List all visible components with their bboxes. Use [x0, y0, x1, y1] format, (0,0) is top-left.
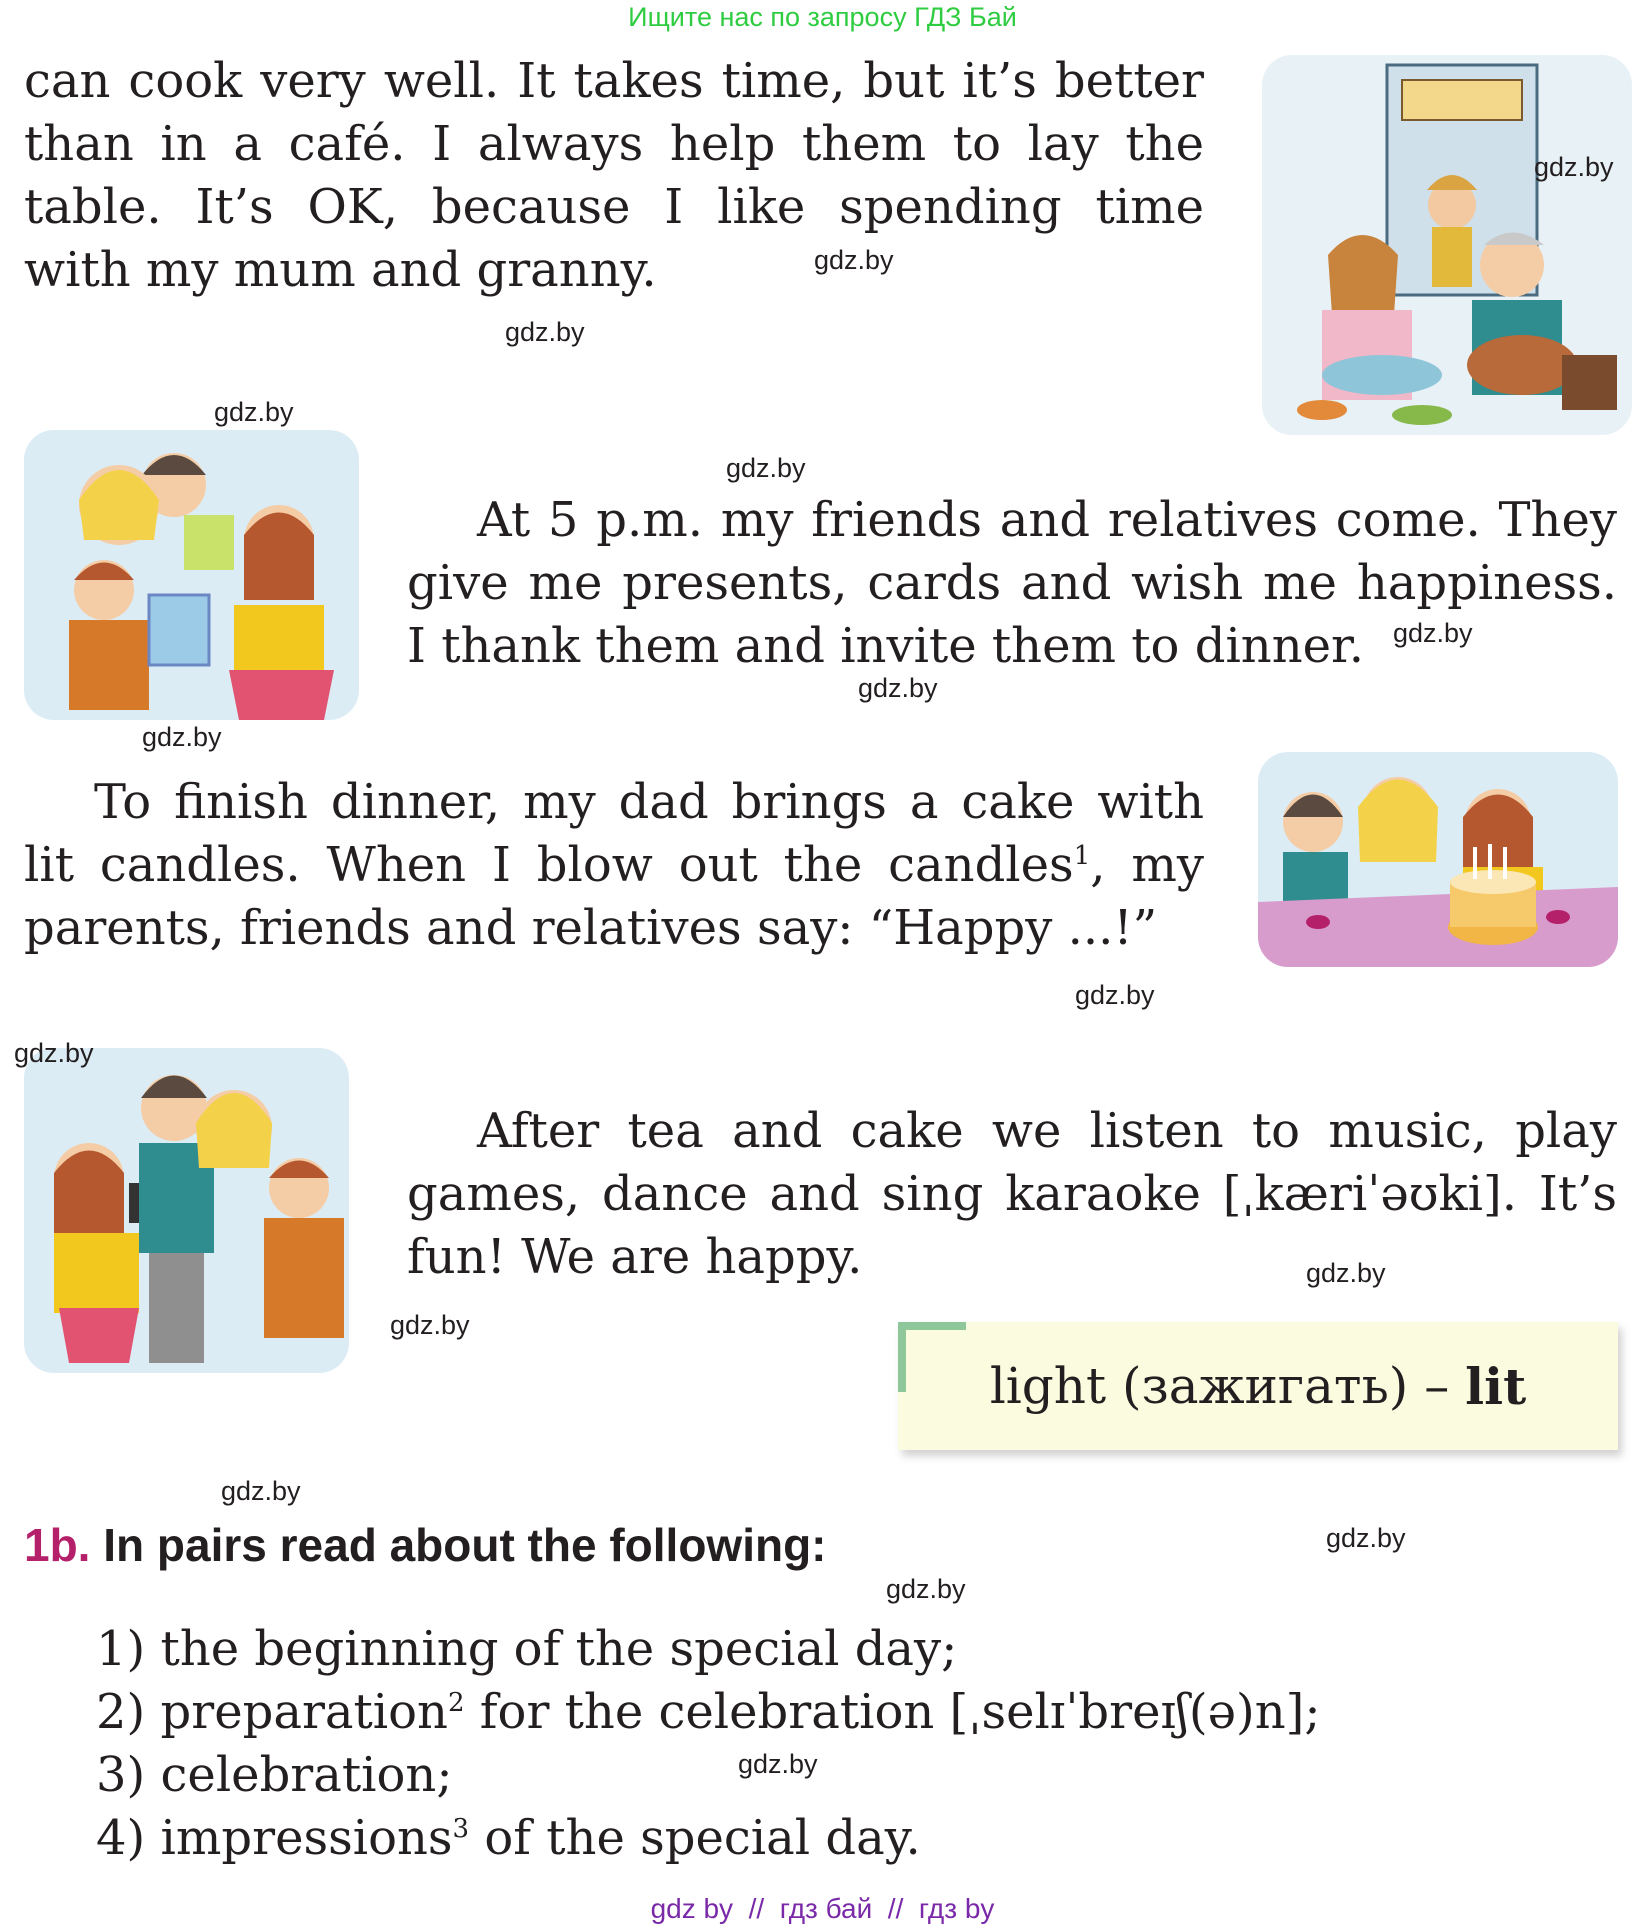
footer-links[interactable]: gdz by // гдз бай // гдз by [650, 1893, 995, 1924]
text-line: At 5 p.m. my friends and relatives come. They [477, 492, 1617, 548]
watermark: gdz.by [505, 317, 585, 347]
watermark: gdz.by [1075, 980, 1155, 1010]
list-item-text: 2) preparation [96, 1684, 448, 1740]
watermark: gdz.by [1393, 618, 1473, 648]
paragraph-party [407, 1100, 1617, 1289]
list-item [96, 1744, 1321, 1807]
footnote-marker: 2 [447, 1688, 465, 1718]
watermark: gdz.by [221, 1476, 301, 1506]
list-item-text: for the celebration [ˌselɪˈbreɪʃ(ə)n]; [464, 1684, 1321, 1740]
karaoke-illustration [24, 1048, 349, 1373]
watermark: gdz.by [1534, 152, 1614, 182]
footnote-marker: 1 [1073, 841, 1091, 871]
watermark: gdz.by [142, 722, 222, 752]
watermark: gdz.by [886, 1574, 966, 1604]
presents-illustration [24, 430, 359, 720]
text-fragment: , my [1090, 837, 1204, 893]
text-line: table. It’s OK, because I like spending time [24, 179, 1204, 235]
text-line: give me presents, cards and wish me happiness. [407, 555, 1617, 611]
watermark: gdz.by [814, 245, 894, 275]
text-line: To finish dinner, my dad brings a cake with [94, 774, 1204, 830]
watermark: gdz.by [214, 397, 294, 427]
kitchen-illustration [1262, 55, 1632, 435]
watermark: gdz.by [14, 1038, 94, 1068]
watermark: gdz.by [1306, 1258, 1386, 1288]
text-line: than in a café. I always help them to lay the [24, 116, 1204, 172]
text-line: After tea and cake we listen to music, play [477, 1103, 1617, 1159]
task-heading [24, 1518, 827, 1572]
text-line [24, 834, 1204, 897]
watermark: gdz.by [726, 453, 806, 483]
list-item-text: of the special day. [469, 1810, 921, 1866]
watermark: gdz.by [858, 673, 938, 703]
text-line: parents, friends and relatives say: “Happy ...!” [24, 900, 1158, 956]
list-item-text: 3) celebration; [96, 1747, 453, 1803]
note-text [898, 1322, 1618, 1450]
watermark: gdz.by [1326, 1523, 1406, 1553]
watermark: gdz.by [738, 1749, 818, 1779]
note-word: light (зажигать) – [989, 1357, 1466, 1415]
task-list [96, 1618, 1321, 1870]
list-item [96, 1681, 1321, 1744]
task-number: 1b. [24, 1519, 91, 1571]
text-fragment: lit candles. When I blow out the candles [24, 837, 1074, 893]
vocabulary-note [898, 1322, 1618, 1450]
footnote-marker: 3 [452, 1814, 470, 1844]
list-item-text: 1) the beginning of the special day; [96, 1621, 958, 1677]
paragraph-guests [407, 489, 1617, 678]
note-past-form: lit [1465, 1356, 1527, 1416]
text-line: can cook very well. It takes time, but it’s better [24, 53, 1204, 109]
list-item [96, 1807, 1321, 1870]
text-line: fun! We are happy. [407, 1229, 863, 1285]
text-line: with my mum and granny. [24, 242, 657, 298]
paragraph-cooking [24, 50, 1204, 302]
search-banner[interactable]: Ищите нас по запросу ГДЗ Бай [628, 2, 1017, 32]
list-item [96, 1618, 1321, 1681]
paragraph-cake [24, 771, 1204, 960]
task-title: In pairs read about the following: [103, 1519, 827, 1571]
list-item-text: 4) impressions [96, 1810, 453, 1866]
watermark: gdz.by [390, 1310, 470, 1340]
text-line: games, dance and sing karaoke [ˌkæriˈəʊki]. It’s [407, 1166, 1617, 1222]
birthday-cake-illustration [1258, 752, 1618, 967]
text-line: I thank them and invite them to dinner. [407, 618, 1364, 674]
